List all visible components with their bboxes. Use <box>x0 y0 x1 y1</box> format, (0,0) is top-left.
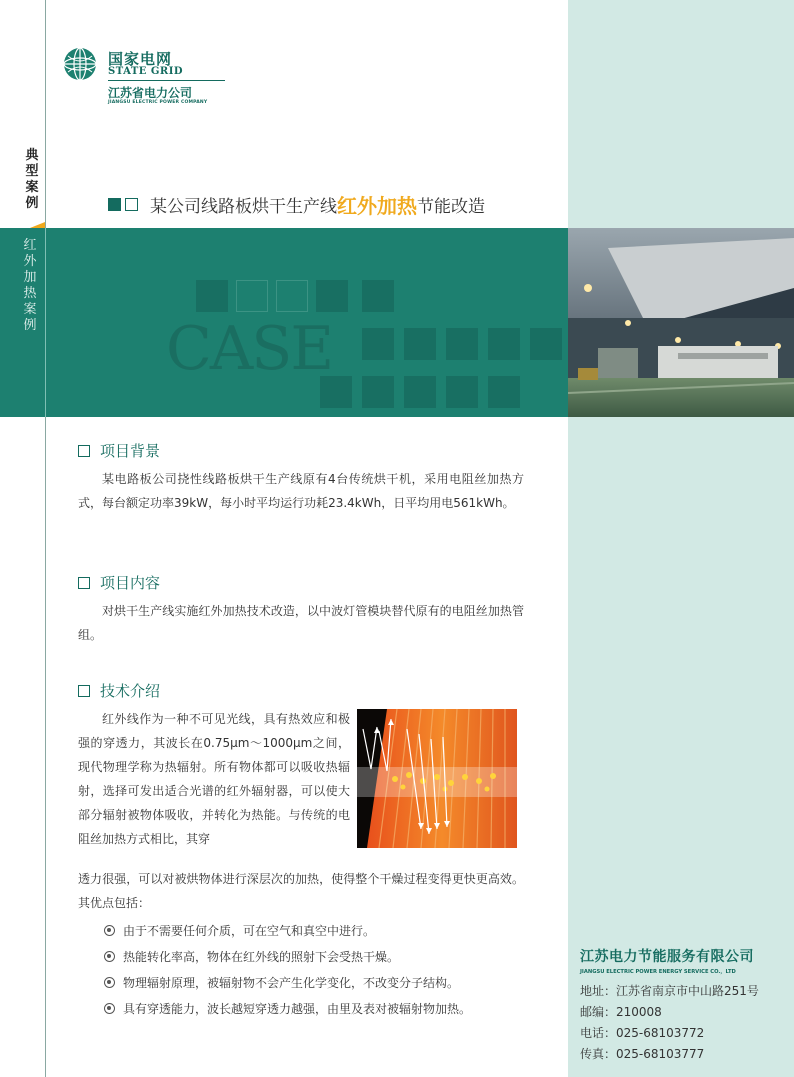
section-heading-text: 项目内容 <box>100 574 161 592</box>
banner-block <box>404 328 436 360</box>
section-square-icon <box>78 685 90 697</box>
section-body-technology-continued: 透力很强，可以对被烘物体进行深层次的加热，使得整个干燥过程变得更快更高效。其优点包括： <box>78 872 524 910</box>
company-en-name: JIANGSU ELECTRIC POWER ENERGY SERVICE CO.，LTD <box>580 969 736 975</box>
page-title <box>108 190 485 216</box>
company-address: 地址：江苏省南京市中山路251号 <box>580 984 759 998</box>
section-body-content: 对烘干生产线实施红外加热技术改造，以中波灯管模块替代原有的电阻丝加热管组。 <box>78 604 524 642</box>
bullet-circle-icon <box>104 1003 115 1014</box>
section-square-icon <box>78 577 90 589</box>
logo-en-subsidiary: JIANGSU ELECTRIC POWER COMPANY <box>108 100 208 105</box>
section-square-icon <box>78 445 90 457</box>
factory-photo <box>568 228 794 417</box>
title-outline-square-icon <box>125 198 138 211</box>
logo-cn-subsidiary: 江苏省电力公司 <box>108 86 193 100</box>
list-item-text: 由于不需要任何介质，可在空气和真空中进行。 <box>123 924 376 938</box>
advantages-list <box>104 918 554 1022</box>
section-heading-text: 项目背景 <box>100 442 161 460</box>
company-fax: 传真：025-68103777 <box>580 1047 705 1061</box>
section-body-technology: 红外线作为一种不可见光线，具有热效应和极强的穿透力，其波长在0.75μm～1000μm之间，现代物理学称为热辐射。所有物体都可以吸收热辐射，选择可发出适合光谱的红外辐射器，可以使大部分辐射被物体吸收，并转化为热能。与传统的电阻丝加热方式相比，其穿 <box>78 712 350 846</box>
banner-block <box>446 328 478 360</box>
banner-block <box>530 328 562 360</box>
list-item <box>104 944 554 970</box>
case-watermark: CASE <box>166 314 333 384</box>
banner-block <box>362 376 394 408</box>
banner-divider <box>45 228 46 417</box>
list-item-text: 热能转化率高，物体在红外线的照射下会受热干燥。 <box>123 950 400 964</box>
state-grid-globe-icon <box>62 46 98 82</box>
section-body-background: 某电路板公司挠性线路板烘干生产线原有4台传统烘干机，采用电阻丝加热方式，每台额定功率39kW，每小时平均运行功耗23.4kWh，日平均用电561kWh。 <box>78 472 524 510</box>
section-heading-text: 技术介绍 <box>100 682 161 700</box>
right-side-panel <box>568 0 794 1077</box>
section-heading-content <box>78 572 160 593</box>
section-heading-background <box>78 440 160 461</box>
title-text-highlight: 红外加热 <box>337 194 417 218</box>
bullet-circle-icon <box>104 977 115 988</box>
state-grid-logo <box>62 44 232 106</box>
title-text-before: 某公司线路板烘干生产线 <box>150 197 337 217</box>
banner-block <box>196 280 228 312</box>
company-postcode: 邮编：210008 <box>580 1005 662 1019</box>
factory-photo-illustration <box>568 228 794 417</box>
side-category-label: 典型案例 <box>25 148 39 211</box>
list-item <box>104 970 554 996</box>
company-info <box>580 946 786 1065</box>
infrared-rays-graphic <box>357 709 517 848</box>
infrared-illustration <box>357 709 517 848</box>
banner-block <box>488 328 520 360</box>
list-item <box>104 918 554 944</box>
company-phone: 电话：025-68103772 <box>580 1026 705 1040</box>
banner-block <box>236 280 268 312</box>
bullet-circle-icon <box>104 925 115 936</box>
logo-en-name: STATE GRID <box>108 66 184 77</box>
banner-block <box>446 376 478 408</box>
logo-cn-name: 国家电网 <box>108 50 173 68</box>
side-section-label: 红外加热案例 <box>23 238 37 333</box>
logo-divider <box>108 80 225 81</box>
banner-block <box>276 280 308 312</box>
list-item-text: 物理辐射原理，被辐射物不会产生化学变化，不改变分子结构。 <box>123 976 460 990</box>
banner-block <box>488 376 520 408</box>
section-heading-technology <box>78 680 160 701</box>
banner-block <box>362 328 394 360</box>
list-item <box>104 996 554 1022</box>
banner-block <box>404 376 436 408</box>
company-name: 江苏电力节能服务有限公司 <box>580 949 754 965</box>
bullet-circle-icon <box>104 951 115 962</box>
list-item-text: 具有穿透能力，波长越短穿透力越强，由里及表对被辐射物加热。 <box>123 1002 472 1016</box>
banner-block <box>316 280 348 312</box>
banner-block <box>362 280 394 312</box>
title-filled-square-icon <box>108 198 121 211</box>
case-banner <box>0 228 568 417</box>
title-text-after: 节能改造 <box>417 197 485 217</box>
left-margin-rule <box>45 0 46 1077</box>
